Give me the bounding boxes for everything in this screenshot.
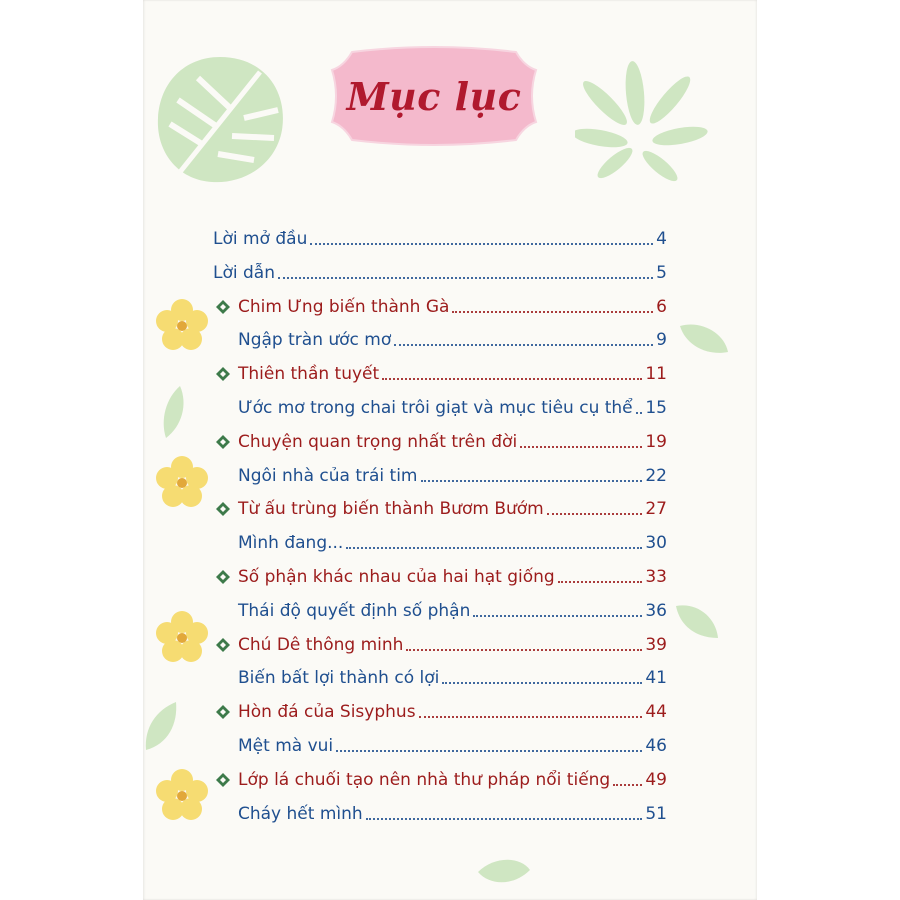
toc-entry-title: Chuyện quan trọng nhất trên đời: [238, 431, 518, 452]
toc-entry-page-number: 36: [645, 600, 667, 621]
dot-leader: [613, 784, 642, 786]
dot-leader: [346, 547, 642, 549]
dot-leader: [442, 682, 642, 684]
toc-entry-title: Mình đang...: [238, 533, 344, 554]
dot-leader: [278, 277, 653, 279]
dot-leader: [636, 412, 643, 414]
dot-leader: [452, 311, 653, 313]
toc-entry-page-number: 15: [645, 398, 667, 418]
toc-entry[interactable]: [238, 391, 667, 419]
toc-entry[interactable]: [238, 492, 667, 520]
toc-entry-title: Hòn đá của Sisyphus: [238, 702, 416, 723]
toc-entry[interactable]: [238, 560, 667, 588]
dot-leader: [394, 344, 653, 346]
toc-entry-title: Số phận khác nhau của hai hạt giống: [238, 567, 555, 587]
toc-entry-page-number: 41: [645, 668, 667, 689]
toc-entry-page-number: 30: [645, 533, 667, 554]
toc-entry[interactable]: [238, 729, 667, 757]
toc-entry-page-number: 6: [656, 296, 667, 317]
diamond-bullet-icon: [216, 300, 230, 314]
toc-entry-title: Cháy hết mình: [238, 803, 363, 824]
toc-entry-page-number: 44: [645, 702, 667, 723]
toc-entry[interactable]: [238, 628, 667, 656]
dot-leader: [558, 581, 643, 583]
toc-entry-page-number: 9: [656, 330, 667, 351]
toc-entry[interactable]: [238, 526, 667, 554]
dot-leader: [336, 750, 642, 752]
toc-entry[interactable]: [238, 695, 667, 723]
toc-entry[interactable]: [238, 459, 667, 487]
toc-entry-page-number: 22: [645, 465, 667, 486]
toc-entry-title: Từ ấu trùng biến thành Bươm Bướm: [238, 499, 544, 520]
toc-entry-title: Ngập tràn ước mơ: [238, 330, 392, 351]
diamond-bullet-icon: [216, 502, 230, 516]
toc-entry[interactable]: [238, 290, 667, 318]
toc-entry[interactable]: [238, 357, 667, 385]
toc-entry-page-number: 33: [645, 567, 667, 587]
toc-entry[interactable]: [238, 661, 667, 689]
dot-leader: [520, 446, 642, 448]
diamond-bullet-icon: [216, 705, 230, 719]
dot-leader: [310, 243, 653, 245]
toc-entry-page-number: 49: [645, 769, 667, 790]
dot-leader: [419, 716, 643, 718]
toc-entry-title: Ngôi nhà của trái tim: [238, 465, 418, 486]
toc-entry[interactable]: [238, 425, 667, 453]
page-title: Mục lục: [346, 73, 522, 119]
toc-entry-title: Thái độ quyết định số phận: [238, 600, 471, 621]
toc-entry-page-number: 11: [645, 364, 667, 385]
toc-entry-title: Ước mơ trong chai trôi giạt và mục tiêu cụ thể: [238, 398, 633, 418]
toc-entry-title: Lời dẫn: [213, 262, 275, 283]
toc-entry-title: Chim Ưng biến thành Gà: [238, 296, 450, 317]
toc-entry[interactable]: [238, 594, 667, 622]
dot-leader: [473, 615, 642, 617]
toc-entry-page-number: 4: [656, 229, 667, 249]
toc-entry-title: Thiên thần tuyết: [238, 364, 380, 385]
toc-entry-page-number: 39: [645, 634, 667, 655]
toc-entry-title: Lời mở đầu: [213, 229, 308, 249]
toc-entry-title: Biến bất lợi thành có lợi: [238, 668, 440, 689]
toc-entry-page-number: 51: [645, 803, 667, 824]
dot-leader: [547, 513, 643, 515]
dot-leader: [382, 378, 642, 380]
toc-entry[interactable]: [213, 256, 667, 284]
dot-leader: [406, 649, 642, 651]
toc-entry-page-number: 46: [645, 736, 667, 756]
toc-entry-title: Mệt mà vui: [238, 736, 334, 756]
toc-entry[interactable]: [238, 797, 667, 825]
diamond-bullet-icon: [216, 570, 230, 584]
toc-entry-page-number: 5: [656, 262, 667, 283]
diamond-bullet-icon: [216, 773, 230, 787]
diamond-bullet-icon: [216, 367, 230, 381]
toc-entry[interactable]: [213, 222, 667, 250]
dot-leader: [366, 818, 643, 820]
toc-entry-title: Chú Dê thông minh: [238, 634, 404, 655]
diamond-bullet-icon: [216, 638, 230, 652]
toc-entry-page-number: 19: [645, 431, 667, 452]
toc-entry[interactable]: [238, 763, 667, 791]
toc-entry[interactable]: [238, 323, 667, 351]
dot-leader: [421, 480, 643, 482]
toc-entry-title: Lớp lá chuối tạo nên nhà thư pháp nổi tiếng: [238, 769, 611, 790]
diamond-bullet-icon: [216, 435, 230, 449]
toc-entry-page-number: 27: [645, 499, 667, 520]
